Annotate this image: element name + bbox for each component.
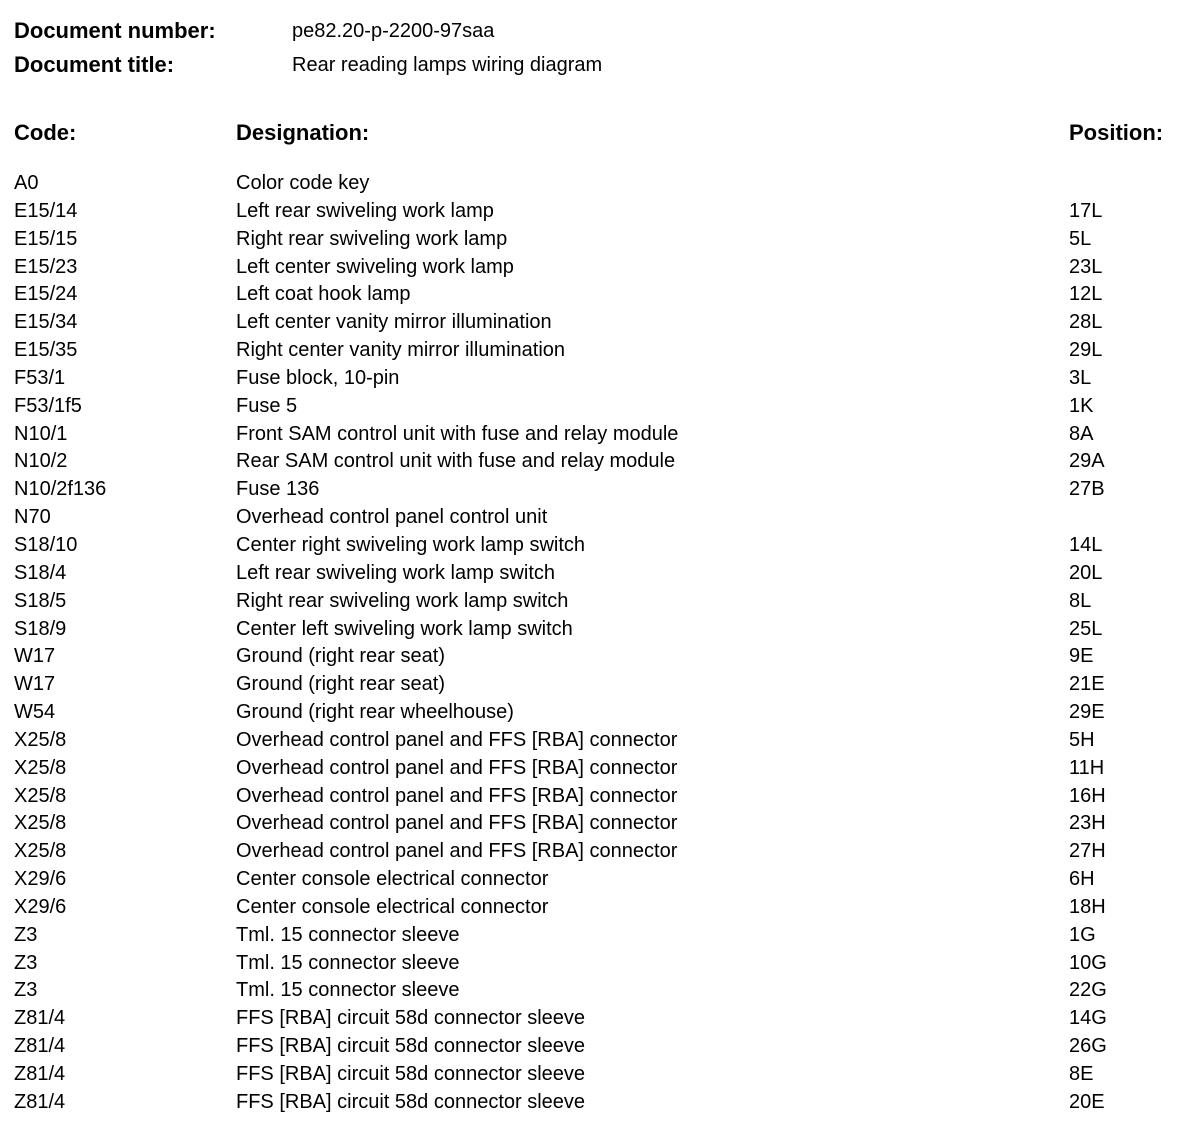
component-code: W54 xyxy=(14,701,56,724)
component-code: E15/23 xyxy=(14,255,78,278)
table-row xyxy=(0,588,1192,616)
component-position: 14G xyxy=(1069,1007,1107,1030)
component-code: E15/24 xyxy=(14,283,78,306)
table-row xyxy=(0,1033,1192,1061)
component-designation: Front SAM control unit with fuse and relay module xyxy=(236,422,679,445)
document-meta xyxy=(14,14,602,82)
component-position: 16H xyxy=(1069,784,1106,807)
component-designation: Tml. 15 connector sleeve xyxy=(236,923,460,946)
component-designation: Ground (right rear seat) xyxy=(236,645,445,668)
document-title-row xyxy=(14,48,602,82)
component-designation: Overhead control panel and FFS [RBA] connector xyxy=(236,840,678,863)
table-row xyxy=(0,616,1192,644)
component-position: 28L xyxy=(1069,311,1103,334)
table-row xyxy=(0,170,1192,198)
component-designation: Fuse 136 xyxy=(236,478,320,501)
component-designation: Fuse block, 10-pin xyxy=(236,366,400,389)
component-code: Z3 xyxy=(14,923,38,946)
component-designation: FFS [RBA] circuit 58d connector sleeve xyxy=(236,1007,586,1030)
document-title-value: Rear reading lamps wiring diagram xyxy=(292,53,603,76)
component-position: 5L xyxy=(1069,227,1092,250)
component-designation: Color code key xyxy=(236,172,370,194)
component-designation: Right rear swiveling work lamp xyxy=(236,227,508,250)
component-code: F53/1f5 xyxy=(14,394,82,417)
component-designation: FFS [RBA] circuit 58d connector sleeve xyxy=(236,1090,586,1113)
component-code: S18/10 xyxy=(14,533,78,556)
component-position: 9E xyxy=(1069,645,1094,668)
component-designation: FFS [RBA] circuit 58d connector sleeve xyxy=(236,1035,586,1058)
component-position: 17L xyxy=(1069,199,1103,222)
component-position: 29E xyxy=(1069,701,1105,724)
component-designation: Left center vanity mirror illumination xyxy=(236,311,552,334)
table-row xyxy=(0,866,1192,894)
component-position: 20L xyxy=(1069,561,1103,584)
component-code: Z81/4 xyxy=(14,1063,66,1085)
component-position: 20E xyxy=(1069,1090,1105,1113)
component-position: 14L xyxy=(1069,533,1103,556)
component-position: 29L xyxy=(1069,339,1103,362)
table-row xyxy=(0,977,1192,1005)
component-position: 27H xyxy=(1069,840,1106,863)
column-header-position: Position: xyxy=(1069,120,1164,145)
component-position: 26G xyxy=(1069,1035,1107,1058)
component-designation: Rear SAM control unit with fuse and relay module xyxy=(236,450,676,473)
table-row xyxy=(0,1005,1192,1033)
component-designation: Left coat hook lamp xyxy=(236,283,411,306)
table-row xyxy=(0,448,1192,476)
component-code: X25/8 xyxy=(14,784,67,807)
table-row xyxy=(0,950,1192,978)
component-position: 11H xyxy=(1069,756,1105,779)
component-code: Z81/4 xyxy=(14,1007,66,1030)
component-designation: Center right swiveling work lamp switch xyxy=(236,533,586,556)
component-code: E15/35 xyxy=(14,339,78,362)
component-designation: Tml. 15 connector sleeve xyxy=(236,951,460,974)
component-code: S18/4 xyxy=(14,561,67,584)
table-row xyxy=(0,281,1192,309)
table-row xyxy=(0,755,1192,783)
component-designation: Tml. 15 connector sleeve xyxy=(236,979,460,1002)
table-row xyxy=(0,226,1192,254)
component-position: 5H xyxy=(1069,728,1095,751)
component-designation: Left center swiveling work lamp xyxy=(236,255,514,278)
component-designation: Ground (right rear seat) xyxy=(236,673,445,696)
component-position: 8A xyxy=(1069,422,1094,445)
table-row xyxy=(0,727,1192,755)
component-designation: Overhead control panel control unit xyxy=(236,506,548,529)
component-code: W17 xyxy=(14,645,56,668)
table-row xyxy=(0,309,1192,337)
component-code: E15/34 xyxy=(14,311,78,334)
table-row xyxy=(0,783,1192,811)
component-designation: Left rear swiveling work lamp xyxy=(236,199,494,222)
component-designation: Overhead control panel and FFS [RBA] connector xyxy=(236,756,678,779)
table-row xyxy=(0,421,1192,449)
component-position: 1G xyxy=(1069,923,1096,946)
component-position: 29A xyxy=(1069,450,1105,473)
component-code: Z81/4 xyxy=(14,1035,66,1058)
component-designation: Center console electrical connector xyxy=(236,868,549,891)
table-row xyxy=(0,810,1192,838)
component-position: 23H xyxy=(1069,812,1106,835)
component-code: Z3 xyxy=(14,979,38,1002)
table-row xyxy=(0,671,1192,699)
component-designation: Overhead control panel and FFS [RBA] connector xyxy=(236,728,678,751)
component-code: N10/2f136 xyxy=(14,478,107,501)
component-designation: Overhead control panel and FFS [RBA] connector xyxy=(236,812,678,835)
component-code: E15/15 xyxy=(14,227,78,250)
component-code: X29/6 xyxy=(14,895,67,918)
table-row xyxy=(0,699,1192,727)
component-code: S18/9 xyxy=(14,617,67,640)
table-row xyxy=(0,476,1192,504)
component-code: X25/8 xyxy=(14,728,67,751)
component-designation: Center console electrical connector xyxy=(236,895,549,918)
component-position: 21E xyxy=(1069,673,1105,696)
component-position: 25L xyxy=(1069,617,1103,640)
column-header-designation: Designation: xyxy=(236,120,370,145)
table-row xyxy=(0,504,1192,532)
component-code: X25/8 xyxy=(14,840,67,863)
component-position: 18H xyxy=(1069,895,1106,918)
component-designation: Fuse 5 xyxy=(236,394,298,417)
component-code: X29/6 xyxy=(14,868,67,891)
table-row xyxy=(0,393,1192,421)
table-row xyxy=(0,365,1192,393)
component-position: 8E xyxy=(1069,1063,1094,1085)
document-number-row xyxy=(14,14,602,48)
component-position: 23L xyxy=(1069,255,1103,278)
component-code: X25/8 xyxy=(14,756,67,779)
component-code: N10/1 xyxy=(14,422,68,445)
table-row xyxy=(0,894,1192,922)
component-code: W17 xyxy=(14,673,56,696)
table-row xyxy=(0,198,1192,226)
table-row xyxy=(0,560,1192,588)
component-position: 1K xyxy=(1069,394,1094,417)
component-position: 10G xyxy=(1069,951,1107,974)
component-position: 12L xyxy=(1069,283,1103,306)
component-code: Z81/4 xyxy=(14,1090,66,1113)
table-row xyxy=(0,643,1192,671)
component-code: E15/14 xyxy=(14,199,78,222)
component-code: F53/1 xyxy=(14,366,66,389)
column-header-code: Code: xyxy=(14,120,77,145)
document-number-label: Document number: xyxy=(14,18,216,43)
table-row xyxy=(0,838,1192,866)
component-position: 22G xyxy=(1069,979,1107,1002)
component-position: 8L xyxy=(1069,589,1092,612)
table-row xyxy=(0,532,1192,560)
component-table xyxy=(0,170,1192,1117)
component-position: 6H xyxy=(1069,868,1095,891)
component-designation: Right center vanity mirror illumination xyxy=(236,339,566,362)
component-designation: Left rear swiveling work lamp switch xyxy=(236,561,555,584)
component-code: Z3 xyxy=(14,951,38,974)
component-position: 3L xyxy=(1069,366,1092,389)
component-code: A0 xyxy=(14,172,39,194)
table-row xyxy=(0,1061,1192,1089)
document-title-label: Document title: xyxy=(14,52,175,77)
component-designation: Center left swiveling work lamp switch xyxy=(236,617,573,640)
table-row xyxy=(0,254,1192,282)
component-code: N10/2 xyxy=(14,450,68,473)
table-row xyxy=(0,922,1192,950)
component-code: S18/5 xyxy=(14,589,67,612)
table-row xyxy=(0,1089,1192,1117)
component-designation: Ground (right rear wheelhouse) xyxy=(236,701,514,724)
table-row xyxy=(0,337,1192,365)
document-number-value: pe82.20-p-2200-97saa xyxy=(292,19,495,42)
component-designation: Right rear swiveling work lamp switch xyxy=(236,589,569,612)
table-header xyxy=(0,116,1192,150)
component-designation: FFS [RBA] circuit 58d connector sleeve xyxy=(236,1063,586,1085)
component-position: 27B xyxy=(1069,478,1105,501)
component-code: X25/8 xyxy=(14,812,67,835)
component-code: N70 xyxy=(14,506,51,529)
component-designation: Overhead control panel and FFS [RBA] connector xyxy=(236,784,678,807)
